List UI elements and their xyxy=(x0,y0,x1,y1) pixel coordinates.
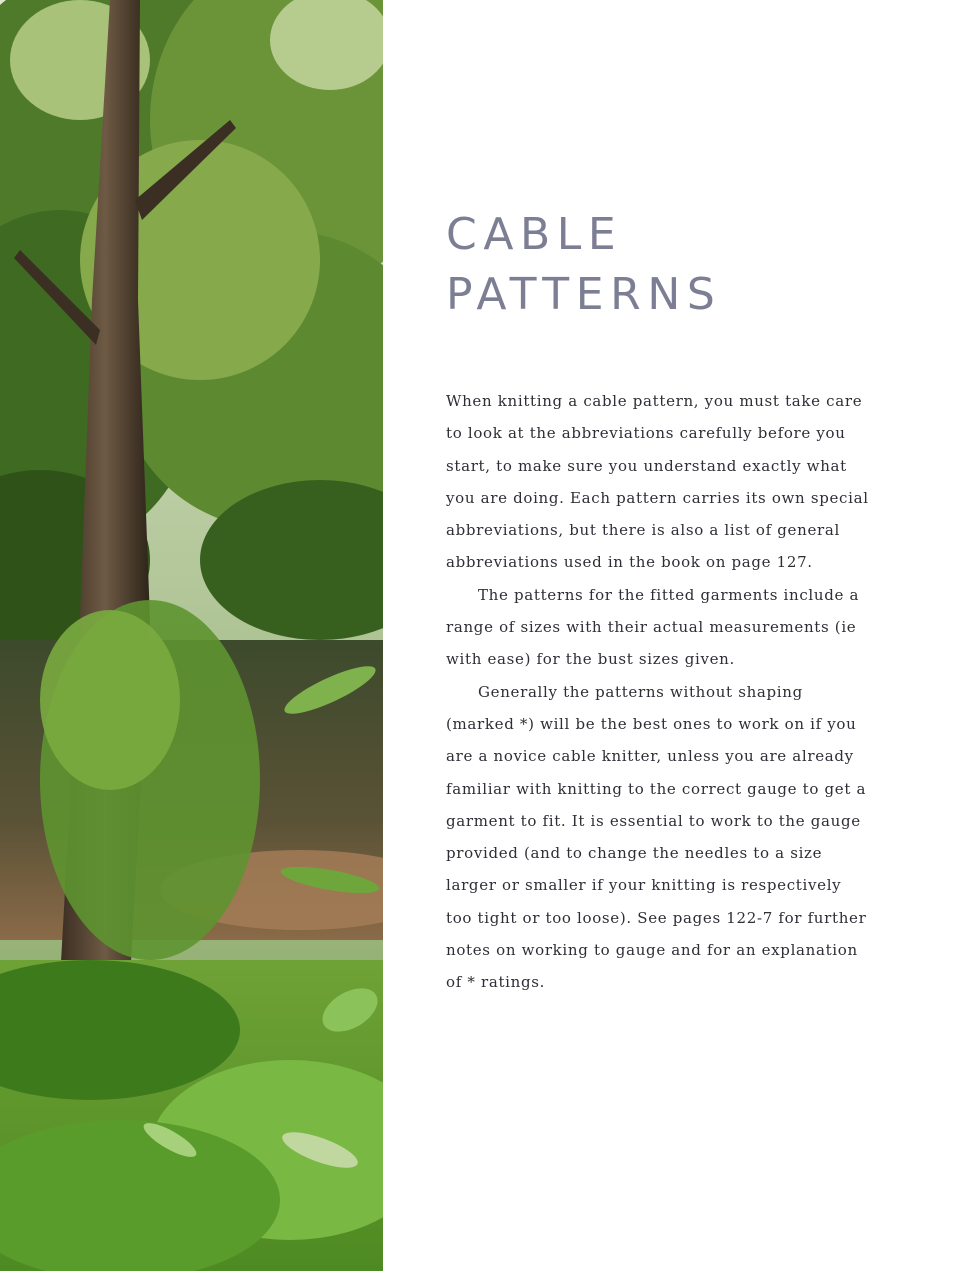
text-line: too tight or too loose). See pages 122-7 for further xyxy=(446,908,867,927)
text-line: (marked *) will be the best ones to work on if you xyxy=(446,714,857,733)
text-line: abbreviations used in the book on page 127. xyxy=(446,553,813,572)
text-line: larger or smaller if your knitting is respectively xyxy=(446,876,842,895)
paragraph-1 xyxy=(446,385,869,579)
text-line: with ease) for the bust sizes given. xyxy=(446,650,735,669)
text-line: Generally the patterns without shaping xyxy=(478,682,803,701)
page-title xyxy=(446,205,721,325)
text-line: When knitting a cable pattern, you must take care xyxy=(446,392,863,410)
title-line-1: CABLE xyxy=(446,209,623,260)
text-line: are a novice cable knitter, unless you are already xyxy=(446,747,854,766)
paragraph-2 xyxy=(446,579,860,676)
tree-photo-illustration xyxy=(0,0,383,1271)
text-line: garment to fit. It is essential to work to the gauge xyxy=(446,811,861,830)
text-line: familiar with knitting to the correct gauge to get a xyxy=(446,779,867,798)
text-line: of * ratings. xyxy=(446,973,546,992)
text-line: notes on working to gauge and for an explanation xyxy=(446,941,858,960)
riverside-tree-photo xyxy=(0,0,383,1271)
text-line: to look at the abbreviations carefully before you xyxy=(446,424,846,443)
text-line: The patterns for the fitted garments include a xyxy=(478,585,860,604)
text-line: you are doing. Each pattern carries its own special xyxy=(446,488,869,507)
text-line: range of sizes with their actual measurements (ie xyxy=(446,618,857,637)
paragraph-3 xyxy=(446,676,867,999)
text-line: start, to make sure you understand exactly what xyxy=(446,456,847,475)
title-line-2: PATTERNS xyxy=(446,269,722,320)
body-text xyxy=(446,385,869,999)
text-line: abbreviations, but there is also a list of general xyxy=(446,521,840,540)
text-line: provided (and to change the needles to a size xyxy=(446,844,823,863)
